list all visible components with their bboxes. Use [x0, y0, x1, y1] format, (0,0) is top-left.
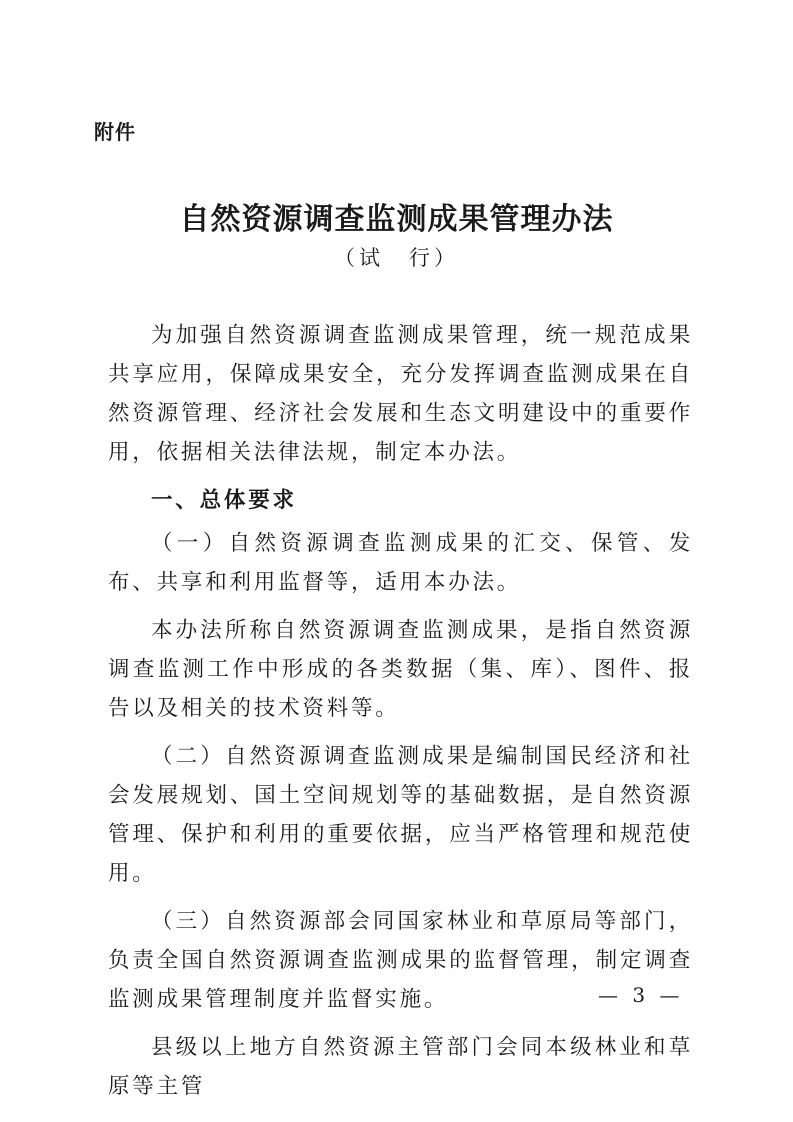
attachment-label: 附件 — [94, 120, 136, 144]
intro-paragraph: 为加强自然资源调查监测成果管理，统一规范成果共享应用，保障成果安全，充分发挥调查监测成果在自然资源管理、经济社会发展和生态文明建设中的重要作用，依据相关法律法规，制定本办法。 — [108, 323, 693, 465]
page-number: — 3 — — [598, 983, 684, 1007]
clause-3-continued: 县级以上地方自然资源主管部门会同本级林业和草原等主管 — [108, 1035, 693, 1099]
document-title: 自然资源调查监测成果管理办法 — [179, 202, 614, 237]
clause-1: （一）自然资源调查监测成果的汇交、保管、发布、共享和利用监督等，适用本办法。 — [108, 531, 693, 595]
section-heading: 一、总体要求 — [151, 488, 297, 513]
clause-3: （三）自然资源部会同国家林业和草原局等部门，负责全国自然资源调查监测成果的监督管理，制定调查监测成果管理制度并监督实施。 — [108, 909, 693, 1012]
clause-1-note: 本办法所称自然资源调查监测成果，是指自然资源调查监测工作中形成的各类数据（集、库）、图件、报告以及相关的技术资料等。 — [108, 618, 693, 721]
clause-2: （二）自然资源调查监测成果是编制国民经济和社会发展规划、国土空间规划等的基础数据，是自然资源管理、保护和利用的重要依据，应当严格管理和规范使用。 — [108, 744, 693, 886]
document-subtitle: （试 行） — [334, 246, 459, 270]
